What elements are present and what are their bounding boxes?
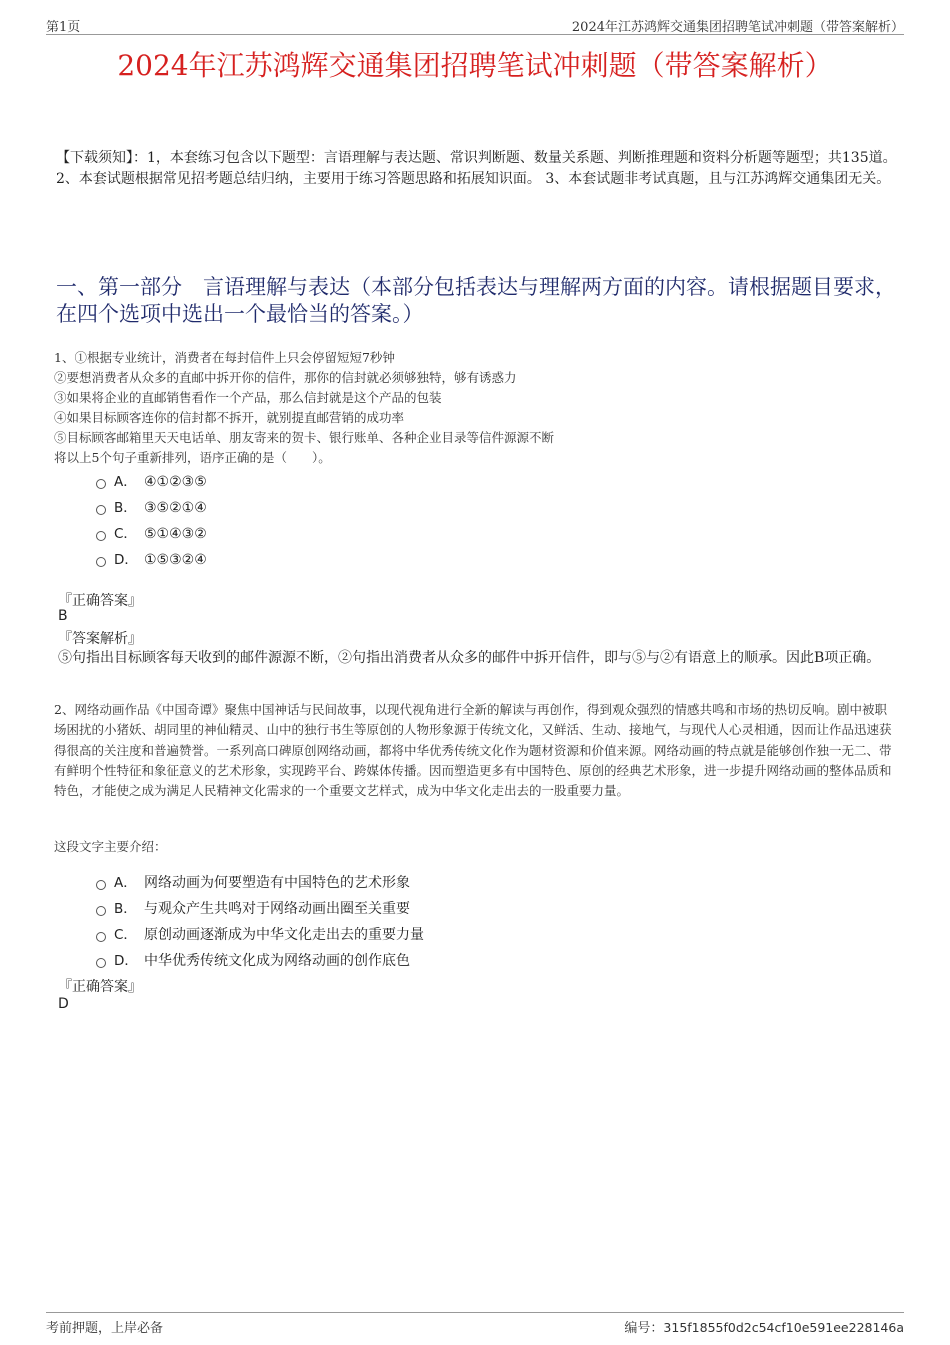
- q1-line-6: 将以上5个句子重新排列，语序正确的是（ ）。: [54, 450, 331, 465]
- q1-answer: B: [58, 608, 68, 624]
- code-label: 编号：: [624, 1321, 664, 1336]
- q1-explain-label: 『答案解析』: [58, 631, 142, 647]
- q2-prompt: 这段文字主要介绍：: [54, 839, 167, 854]
- code-value: 315f1855f0d2c54cf10e591ee228146a: [663, 1320, 904, 1335]
- page-number: 第1页: [46, 20, 81, 35]
- header-doc-title: 2024年江苏鸿辉交通集团招聘笔试冲刺题（带答案解析）: [571, 20, 904, 35]
- radio-icon[interactable]: [96, 505, 106, 515]
- document-title: 2024年江苏鸿辉交通集团招聘笔试冲刺题（带答案解析）: [117, 49, 833, 82]
- q1-option-c[interactable]: [96, 522, 207, 544]
- q1-option-d[interactable]: [96, 548, 207, 570]
- page-header: [46, 14, 904, 35]
- section-title: 一、第一部分 言语理解与表达（本部分包括表达与理解两方面的内容。请根据题目要求，在四个选项中选出一个最恰当的答案。）: [56, 275, 896, 326]
- footer-slogan: 考前押题，上岸必备: [46, 1321, 164, 1336]
- option-letter: C．: [114, 526, 137, 542]
- q2-option-a[interactable]: [96, 871, 410, 893]
- option-text: ③⑤②①④: [144, 500, 207, 516]
- q2-option-b[interactable]: [96, 897, 410, 919]
- option-text: ①⑤③②④: [144, 552, 207, 568]
- option-letter: A．: [114, 875, 137, 891]
- option-text: ⑤①④③②: [144, 526, 207, 542]
- footer-code: [624, 1317, 904, 1336]
- q2-option-c[interactable]: [96, 923, 424, 945]
- radio-icon[interactable]: [96, 880, 106, 890]
- option-letter: A．: [114, 474, 137, 490]
- q1-answer-label: 『正确答案』: [58, 593, 142, 609]
- page-footer: [46, 1312, 904, 1337]
- radio-icon[interactable]: [96, 932, 106, 942]
- radio-icon[interactable]: [96, 906, 106, 916]
- q1-line-5: ⑤目标顾客邮箱里天天电话单、朋友寄来的贺卡、银行账单、各种企业目录等信件源源不断: [54, 430, 555, 445]
- q1-option-a[interactable]: [96, 470, 207, 492]
- q1-explanation: ⑤句指出目标顾客每天收到的邮件源源不断，②句指出消费者从众多的邮件中拆开信件，即与⑤与②有语意上的顺承。因此B项正确。: [58, 650, 881, 666]
- q1-line-1: 1、①根据专业统计，消费者在每封信件上只会停留短短7秒钟: [54, 350, 395, 365]
- option-text: 原创动画逐渐成为中华文化走出去的重要力量: [144, 927, 424, 943]
- download-notice: 【下载须知】：1，本套练习包含以下题型：言语理解与表达题、常识判断题、数量关系题、判断推理题和资料分析题等题型；共135道。 2、本套试题根据常见招考题总结归纳，主要用于练习答题思路和拓展知识面。 3、本套试题非考试真题，且与江苏鸿辉交通集团无关。: [56, 150, 897, 187]
- radio-icon[interactable]: [96, 958, 106, 968]
- q1-line-4: ④如果目标顾客连你的信封都不拆开，就别提直邮营销的成功率: [54, 410, 405, 425]
- option-text: 中华优秀传统文化成为网络动画的创作底色: [144, 953, 410, 969]
- q1-line-2: ②要想消费者从众多的直邮中拆开你的信件，那你的信封就必须够独特，够有诱惑力: [54, 370, 517, 385]
- q2-option-d[interactable]: [96, 949, 410, 971]
- option-text: 网络动画为何要塑造有中国特色的艺术形象: [144, 875, 410, 891]
- radio-icon[interactable]: [96, 531, 106, 541]
- q2-answer-label: 『正确答案』: [58, 979, 142, 995]
- option-text: ④①②③⑤: [144, 474, 207, 490]
- q1-option-b[interactable]: [96, 496, 207, 518]
- option-letter: D．: [114, 953, 138, 969]
- option-letter: B．: [114, 500, 137, 516]
- q2-answer: D: [58, 996, 69, 1012]
- q2-passage: 2、网络动画作品《中国奇谭》聚焦中国神话与民间故事，以现代视角进行全新的解读与再创作，得到观众强烈的情感共鸣和市场的热切反响。剧中被职场困扰的小猪妖、胡同里的神仙精灵、山中的独行书生等原创的人物形象源于传统文化，又鲜活、生动、接地气，与现代人心灵相通，因而让作品迅速获得很高的关注度和普遍赞誉。一系列高口碑原创网络动画，都将中华优秀传统文化作为题材资源和价值来源。网络动画的特点就是能够创作独一无二、带有鲜明个性特征和象征意义的艺术形象，实现跨平台、跨媒体传播。因而塑造更多有中国特色、原创的经典艺术形象，进一步提升网络动画的整体品质和特色，才能使之成为满足人民精神文化需求的一个重要文艺样式，成为中华文化走出去的一股重要力量。: [54, 702, 892, 799]
- option-letter: B．: [114, 901, 137, 917]
- option-letter: D．: [114, 552, 138, 568]
- option-letter: C．: [114, 927, 137, 943]
- option-text: 与观众产生共鸣对于网络动画出圈至关重要: [144, 901, 410, 917]
- radio-icon[interactable]: [96, 557, 106, 567]
- q1-line-3: ③如果将企业的直邮销售看作一个产品，那么信封就是这个产品的包装: [54, 390, 442, 405]
- radio-icon[interactable]: [96, 479, 106, 489]
